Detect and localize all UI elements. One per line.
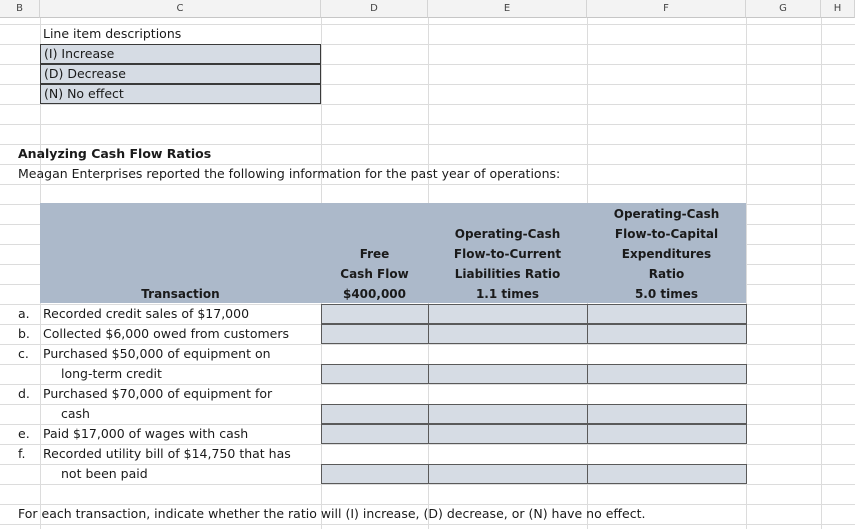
transaction-text: Purchased $50,000 of equipment on	[43, 346, 271, 361]
answer-cell-c-capital-expenditures[interactable]	[587, 364, 747, 384]
transaction-letter: b.	[18, 326, 30, 341]
column-header-e[interactable]: E	[428, 0, 587, 18]
answer-cell-b-capital-expenditures[interactable]	[587, 324, 747, 344]
legend-item-increase: (I) Increase	[40, 44, 321, 64]
current-liabilities-value: 1.1 times	[475, 287, 540, 301]
transaction-letter: e.	[18, 426, 30, 441]
answer-cell-e-free-cash-flow[interactable]	[321, 424, 429, 444]
transaction-letter: a.	[18, 306, 30, 321]
free-cash-flow-header-line2: Cash Flow	[340, 267, 409, 281]
transaction-text-continued: not been paid	[61, 466, 148, 481]
transaction-text: Collected $6,000 owed from customers	[43, 326, 290, 341]
answer-cell-f-current-liabilities[interactable]	[428, 464, 588, 484]
column-header-f[interactable]: F	[587, 0, 746, 18]
answer-cell-f-free-cash-flow[interactable]	[321, 464, 429, 484]
capital-expenditures-value: 5.0 times	[634, 287, 699, 301]
current-liabilities-header-line1: Operating-Cash	[454, 227, 561, 241]
answer-cell-a-capital-expenditures[interactable]	[587, 304, 747, 324]
transaction-letter: c.	[18, 346, 29, 361]
answer-cell-e-capital-expenditures[interactable]	[587, 424, 747, 444]
answer-cell-d-current-liabilities[interactable]	[428, 404, 588, 424]
transaction-text: Paid $17,000 of wages with cash	[43, 426, 249, 441]
capital-expenditures-header-line4: Ratio	[648, 267, 685, 281]
capital-expenditures-header-line1: Operating-Cash	[613, 207, 720, 221]
current-liabilities-header-line3: Liabilities Ratio	[454, 267, 561, 281]
legend-title: Line item descriptions	[43, 26, 182, 41]
column-header-c[interactable]: C	[40, 0, 321, 18]
legend-item-decrease: (D) Decrease	[40, 64, 321, 84]
answer-cell-f-capital-expenditures[interactable]	[587, 464, 747, 484]
transaction-letter: f.	[18, 446, 26, 461]
capital-expenditures-header-line2: Flow-to-Capital	[614, 227, 719, 241]
answer-cell-d-free-cash-flow[interactable]	[321, 404, 429, 424]
answer-cell-a-free-cash-flow[interactable]	[321, 304, 429, 324]
answer-cell-a-current-liabilities[interactable]	[428, 304, 588, 324]
transaction-header: Transaction	[141, 287, 220, 301]
capital-expenditures-header-line3: Expenditures	[621, 247, 712, 261]
answer-cell-b-current-liabilities[interactable]	[428, 324, 588, 344]
answer-cell-d-capital-expenditures[interactable]	[587, 404, 747, 424]
transaction-text: Purchased $70,000 of equipment for	[43, 386, 273, 401]
column-header-g[interactable]: G	[746, 0, 821, 18]
column-header-h[interactable]: H	[821, 0, 855, 18]
answer-cell-c-free-cash-flow[interactable]	[321, 364, 429, 384]
current-liabilities-header-line2: Flow-to-Current	[453, 247, 562, 261]
section-subtitle: Meagan Enterprises reported the following information for the past year of operations:	[18, 166, 561, 181]
legend-item-no-effect: (N) No effect	[40, 84, 321, 104]
column-header-b[interactable]: B	[0, 0, 40, 18]
answer-cell-b-free-cash-flow[interactable]	[321, 324, 429, 344]
transaction-text: Recorded credit sales of $17,000	[43, 306, 250, 321]
transaction-text: Recorded utility bill of $14,750 that has	[43, 446, 291, 461]
transaction-letter: d.	[18, 386, 30, 401]
answer-cell-c-current-liabilities[interactable]	[428, 364, 588, 384]
free-cash-flow-header-line1: Free	[359, 247, 390, 261]
transaction-text-continued: cash	[61, 406, 90, 421]
transaction-text-continued: long-term credit	[61, 366, 162, 381]
free-cash-flow-value: $400,000	[342, 287, 406, 301]
instruction-text: For each transaction, indicate whether the ratio will (I) increase, (D) decrease, or (N) have no effect.	[18, 506, 646, 521]
column-header-d[interactable]: D	[321, 0, 428, 18]
section-title: Analyzing Cash Flow Ratios	[18, 146, 212, 161]
answer-cell-e-current-liabilities[interactable]	[428, 424, 588, 444]
